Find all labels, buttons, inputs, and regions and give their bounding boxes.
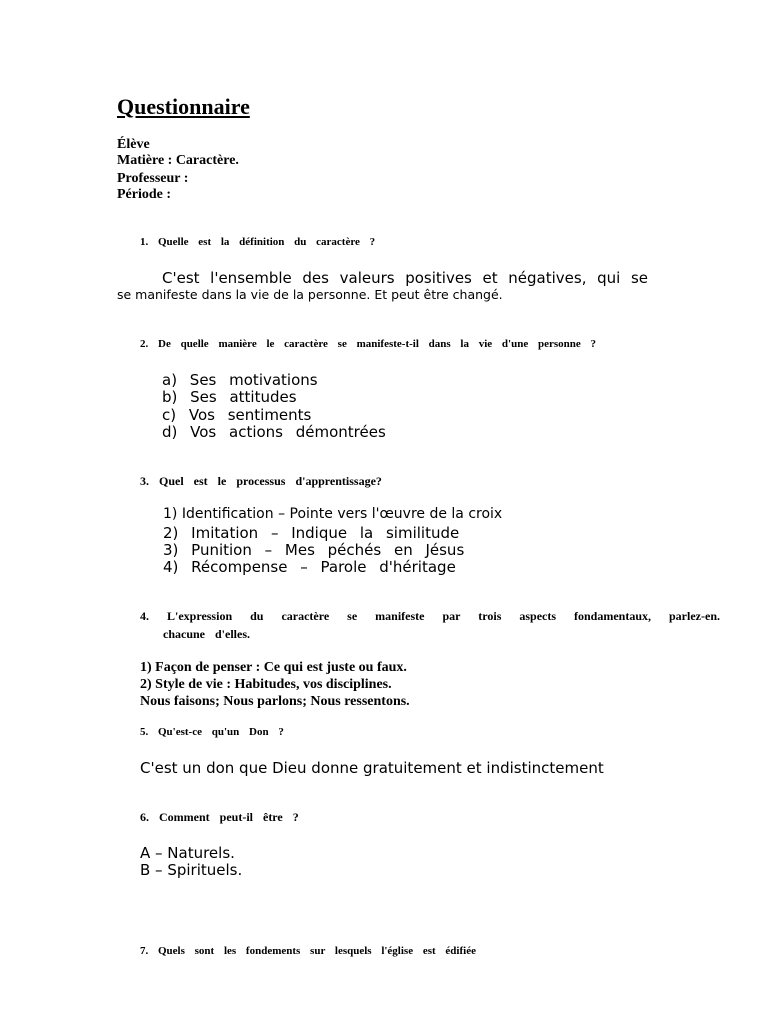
question-6: 6. Comment peut-il être ? [140, 810, 299, 824]
answer-3-item-1: 1) Identification – Pointe vers l'œuvre de la croix [163, 506, 503, 522]
question-4-line-1: 4. L'expression du caractère se manifeste par trois aspects fondamentaux, parlez-en. [140, 609, 720, 623]
answer-2-item-d: d) Vos actions démontrées [162, 423, 386, 441]
answer-6-line-1: A – Naturels. [140, 844, 235, 862]
question-2: 2. De quelle manière le caractère se manifeste-t-il dans la vie d'une personne ? [140, 338, 596, 350]
teacher-label: Professeur : [117, 171, 189, 186]
answer-2-item-c: c) Vos sentiments [162, 406, 312, 424]
answer-3-item-2: 2) Imitation – Indique la similitude [163, 524, 460, 542]
answer-4-line-3: Nous faisons; Nous parlons; Nous ressentons. [140, 694, 410, 709]
student-label: Élève [117, 137, 150, 152]
answer-4-line-2: 2) Style de vie : Habitudes, vos disciplines. [140, 677, 392, 692]
answer-3-item-4: 4) Récompense – Parole d'héritage [163, 558, 456, 576]
page-title: Questionnaire [117, 94, 250, 119]
answer-1-line-2: se manifeste dans la vie de la personne. Et peut être changé. [117, 287, 503, 302]
answer-2-item-a: a) Ses motivations [162, 371, 318, 389]
answer-3-item-3: 3) Punition – Mes péchés en Jésus [163, 541, 465, 559]
subject-label: Matière : Caractère. [117, 153, 239, 168]
answer-4-line-1: 1) Façon de penser : Ce qui est juste ou faux. [140, 660, 407, 675]
period-label: Période : [117, 187, 172, 202]
question-1: 1. Quelle est la définition du caractère ? [140, 236, 376, 248]
question-4-line-2: chacune d'elles. [163, 627, 250, 641]
answer-2-item-b: b) Ses attitudes [162, 388, 297, 406]
question-7: 7. Quels sont les fondements sur lesquels l'église est édifiée [140, 945, 476, 957]
answer-5: C'est un don que Dieu donne gratuitement et indistinctement [140, 759, 604, 777]
question-5: 5. Qu'est-ce qu'un Don ? [140, 726, 284, 738]
answer-6-line-2: B – Spirituels. [140, 861, 243, 879]
answer-1-line-1: C'est l'ensemble des valeurs positives et négatives, qui se [162, 269, 648, 287]
question-3: 3. Quel est le processus d'apprentissage? [140, 474, 382, 488]
